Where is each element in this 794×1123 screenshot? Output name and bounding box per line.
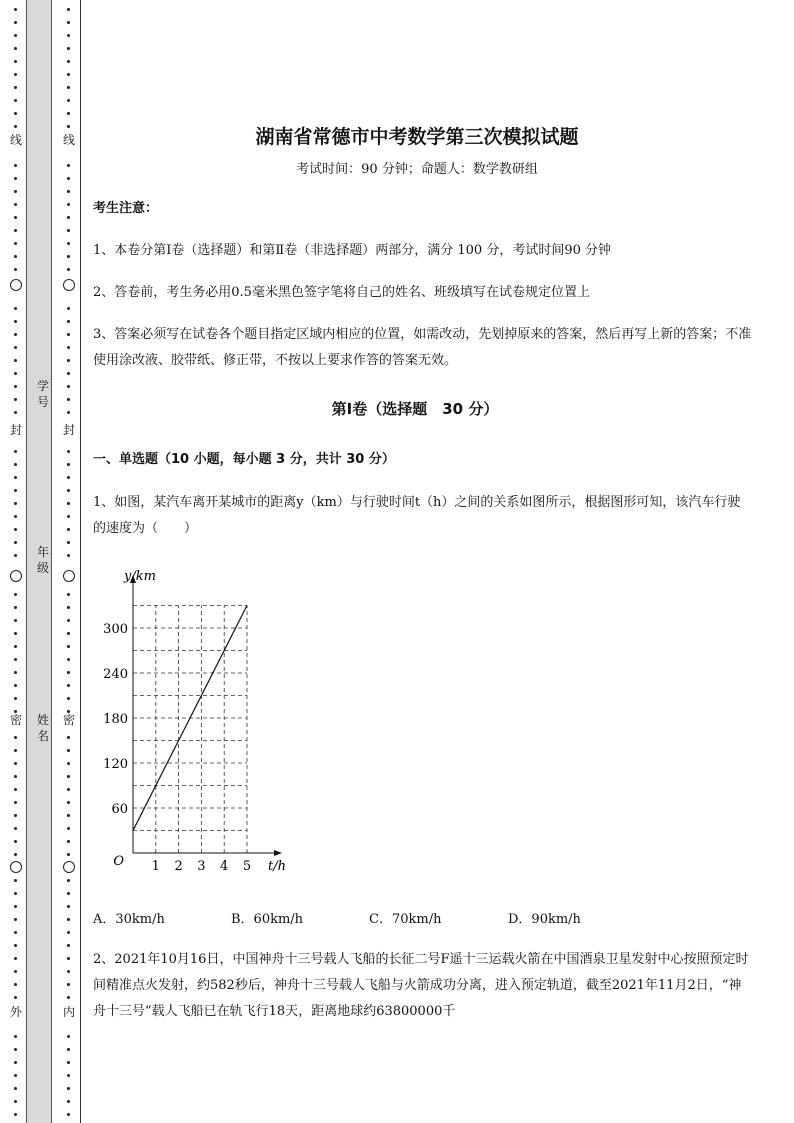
binding-dot [67,73,70,76]
y-tick-label: 60 [111,802,128,817]
question-1-text: 1、如图，某汽车离开某城市的距离y（km）与行驶时间t（h）之间的关系如图所示，根据图形可知，该汽车行驶的速度为（ ） [93,495,741,536]
binding-circle [10,570,22,582]
binding-dot [67,684,70,687]
binding-dot [67,229,70,232]
binding-dot [14,190,17,193]
outer-mark: 封 [9,423,22,437]
x-axis-label: t/h [268,859,286,874]
binding-dot [14,333,17,336]
binding-dot [67,918,70,921]
binding-dot [14,229,17,232]
binding-dot [67,463,70,466]
binding-dot [14,814,17,817]
binding-dot [67,931,70,934]
binding-dot [67,996,70,999]
binding-dot [14,1061,17,1064]
binding-dot [67,619,70,622]
binding-dot [14,762,17,765]
binding-dot [67,372,70,375]
y-tick-label: 240 [103,667,128,682]
binding-dot [67,476,70,479]
binding-dot [14,1100,17,1103]
binding-dot [67,1074,70,1077]
binding-dot [67,658,70,661]
choice-c[interactable]: C．70km/h [369,912,442,927]
binding-dot [14,177,17,180]
binding-dot [14,970,17,973]
binding-dot [67,554,70,557]
binding-dot [14,450,17,453]
choice-b[interactable]: B．60km/h [231,912,304,927]
binding-dot [67,892,70,895]
binding-dot [14,476,17,479]
binding-dot [14,489,17,492]
origin-label: O [113,854,124,869]
x-tick-label: 5 [242,859,252,874]
binding-dot [14,1035,17,1038]
binding-dot [67,853,70,856]
binding-dot [14,593,17,596]
binding-dot [67,190,70,193]
binding-dot [14,8,17,11]
exam-info: 考试时间：90 分钟；命题人：数学教研组 [296,162,538,177]
binding-circle [63,570,75,582]
binding-dot [14,749,17,752]
binding-dot [14,385,17,388]
binding-dot [14,21,17,24]
field-student-id: 学号 [36,379,49,409]
binding-dot [67,645,70,648]
choice-d[interactable]: D．90km/h [508,912,581,927]
binding-dot [67,359,70,362]
outer-mark: 密 [9,713,22,727]
binding-dot [67,515,70,518]
binding-dot [67,255,70,258]
binding-dot [67,99,70,102]
binding-dot [67,1113,70,1116]
binding-dot [67,749,70,752]
binding-dot [67,801,70,804]
binding-dot [67,242,70,245]
binding-dot [14,892,17,895]
binding-dot [14,736,17,739]
binding-dot [14,99,17,102]
binding-dot [14,671,17,674]
binding-dot [14,554,17,557]
binding-dot [14,645,17,648]
binding-dot [67,970,70,973]
binding-dot [67,112,70,115]
binding-dot [67,762,70,765]
binding-dot [14,359,17,362]
binding-dot [14,658,17,661]
binding-dot [67,21,70,24]
binding-dot [14,918,17,921]
inner-mark: 封 [62,423,75,437]
binding-dot [14,1113,17,1116]
binding-dot [67,177,70,180]
binding-dot [14,242,17,245]
y-tick-label: 180 [103,712,128,727]
binding-circle [63,279,75,291]
binding-dot [14,606,17,609]
binding-dot [14,86,17,89]
binding-dot [14,203,17,206]
binding-dot [67,333,70,336]
binding-dot [67,502,70,505]
x-tick-label: 1 [151,859,160,874]
binding-dot [67,320,70,323]
binding-dot [67,957,70,960]
x-tick-label: 2 [174,859,183,874]
binding-dot [67,1035,70,1038]
binding-dot [67,697,70,700]
notice-heading: 考生注意： [93,201,159,216]
binding-dot [67,671,70,674]
notice-item-3: 3、答案必须写在试卷各个题目指定区域内相应的位置，如需改动，先划掉原来的答案，然后再写上新的答案；不准使用涂改液、胶带纸、修正带，不按以上要求作答的答案无效。 [93,327,752,368]
binding-dot [67,775,70,778]
binding-dot [14,255,17,258]
field-name: 姓名 [36,713,49,743]
field-grade: 年级 [36,545,49,575]
notice-item-1: 1、本卷分第Ⅰ卷（选择题）和第Ⅱ卷（非选择题）两部分，满分 100 分，考试时间90 分钟 [93,243,611,258]
binding-dot [67,307,70,310]
binding-dot [67,1048,70,1051]
section-heading: 一、单选题（10 小题，每小题 3 分，共计 30 分） [93,452,395,467]
distance-time-chart [96,560,296,880]
binding-dot [14,320,17,323]
binding-dot [67,528,70,531]
binding-dot [14,346,17,349]
binding-dot [67,632,70,635]
binding-dot [67,47,70,50]
binding-dot [14,801,17,804]
binding-dot [14,684,17,687]
binding-dot [14,372,17,375]
binding-dot [67,60,70,63]
binding-dot [67,541,70,544]
binding-dot [14,515,17,518]
binding-dot [14,775,17,778]
binding-dot [14,268,17,271]
binding-dot [67,983,70,986]
binding-dot [14,983,17,986]
y-axis-label: y/km [124,569,156,584]
outer-mark: 外 [9,1005,22,1019]
x-tick-label: 4 [220,859,229,874]
binding-dot [14,931,17,934]
binding-dot [14,307,17,310]
binding-dot [14,73,17,76]
binding-dot [14,463,17,466]
question-1-choices [93,908,753,930]
y-tick-label: 120 [103,757,128,772]
binding-dot [14,827,17,830]
binding-dot [67,385,70,388]
question-2-text: 2、2021年10月16日，中国神舟十三号载人飞船的长征二号F遥十三运载火箭在中国酒泉卫星发射中心按照预定时间精准点火发射，约582秒后，神舟十三号载人飞船与火箭成功分离，进入预定轨道，截至2021年11月2日，“神舟十三号”载人飞船已在轨飞行18天，距离地球约63800000千 [93,952,749,1019]
part1-title: 第Ⅰ卷（选择题 30 分） [331,400,499,418]
binding-dot [14,112,17,115]
binding-dot [67,905,70,908]
binding-circle [10,861,22,873]
binding-dot [67,814,70,817]
x-tick-label: 3 [197,859,206,874]
binding-circle [63,861,75,873]
binding-dot [67,8,70,11]
binding-dot [67,944,70,947]
binding-dot [14,944,17,947]
notice-item-2: 2、答卷前，考生务必用0.5毫米黑色签字笔将自己的姓名、班级填写在试卷规定位置上 [93,285,590,300]
binding-dot [14,840,17,843]
binding-dot [14,1074,17,1077]
binding-dot [14,1087,17,1090]
binding-dot [14,996,17,999]
binding-dot [14,60,17,63]
inner-mark: 内 [62,1005,75,1019]
binding-dot [14,619,17,622]
binding-dot [67,1087,70,1090]
inner-mark: 密 [62,713,75,727]
binding-dot [14,905,17,908]
outer-mark: 线 [9,133,22,147]
binding-dot [67,86,70,89]
binding-dot [67,346,70,349]
binding-dot [14,541,17,544]
binding-dot [14,34,17,37]
binding-dot [67,827,70,830]
binding-dot [67,840,70,843]
choice-a[interactable]: A．30km/h [93,912,165,927]
page-title: 湖南省常德市中考数学第三次模拟试题 [255,126,579,148]
binding-dot [14,1048,17,1051]
inner-mark: 线 [62,133,75,147]
binding-dot [14,853,17,856]
binding-dot [67,606,70,609]
binding-dot [67,879,70,882]
binding-dot [14,216,17,219]
binding-dot [14,957,17,960]
binding-dot [67,489,70,492]
x-axis-arrow [274,850,282,856]
y-tick-label: 300 [103,622,128,637]
binding-dot [67,736,70,739]
binding-dot [67,216,70,219]
binding-dot [14,879,17,882]
binding-dot [67,1100,70,1103]
binding-dot [67,1061,70,1064]
binding-dot [14,502,17,505]
binding-dot [67,788,70,791]
binding-dot [14,632,17,635]
binding-dot [14,528,17,531]
binding-dot [67,593,70,596]
binding-dot [67,34,70,37]
binding-dot [67,450,70,453]
binding-dot [14,697,17,700]
binding-dot [67,203,70,206]
binding-dot [14,788,17,791]
binding-dot [67,268,70,271]
binding-dot [14,47,17,50]
binding-circle [10,279,22,291]
